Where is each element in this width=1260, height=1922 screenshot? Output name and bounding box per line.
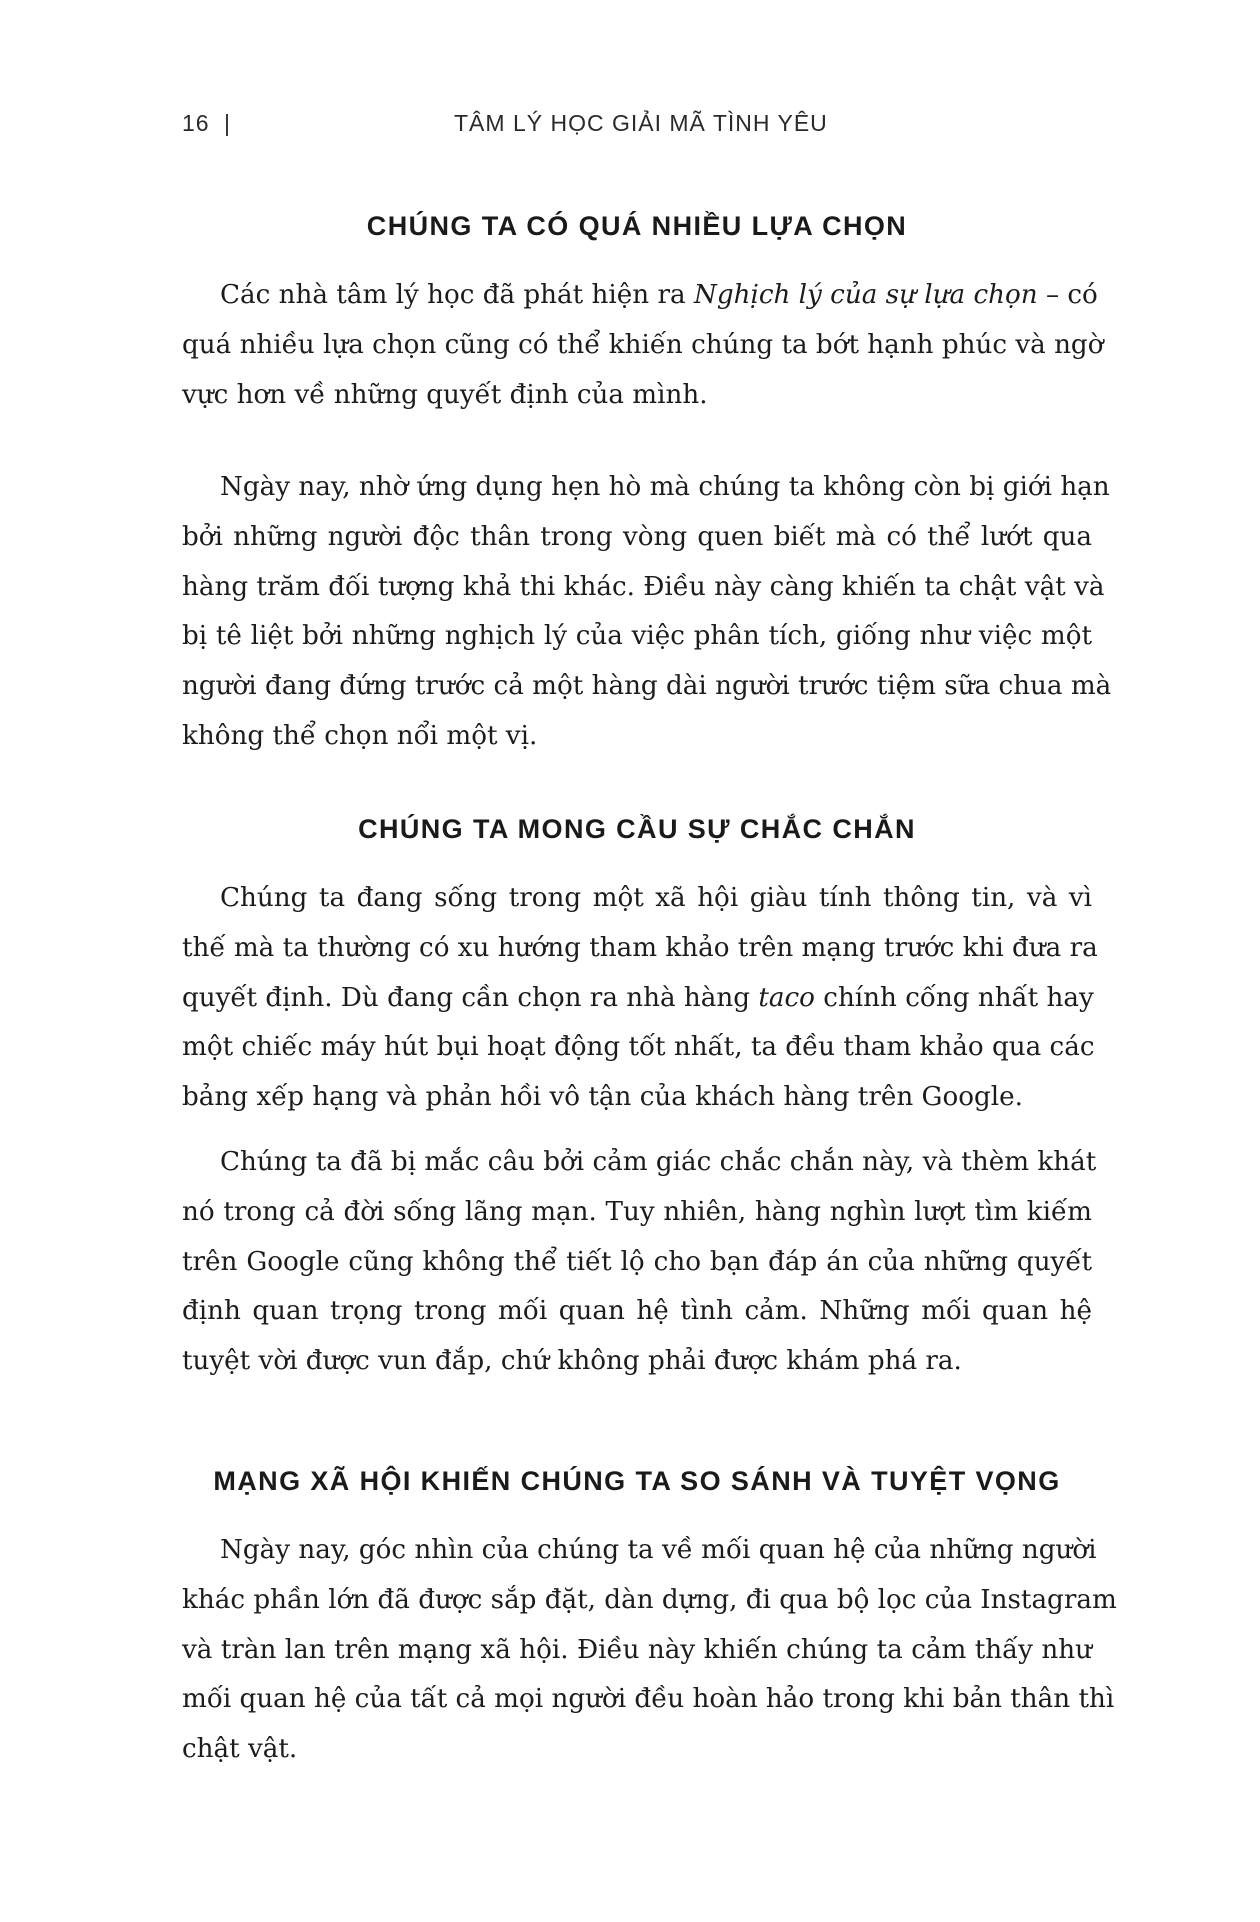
section-heading: CHÚNG TA CÓ QUÁ NHIỀU LỰA CHỌN: [366, 211, 908, 241]
text-run: nó trong cả đời sống lãng mạn. Tuy nhiên, hàng nghìn lượt tìm kiếm: [182, 1196, 1092, 1227]
text-run: bị tê liệt bởi những nghịch lý của việc phân tích, giống như việc một: [182, 621, 1092, 652]
text-line: [182, 974, 1092, 1024]
text-run: Chúng ta đang sống trong một xã hội giàu tính thông tin, và vì: [220, 883, 1092, 913]
text-line: [182, 463, 1110, 513]
text-line: [182, 1675, 1115, 1725]
section-seeking-certainty: [182, 808, 1098, 1377]
text-line: [182, 1188, 1092, 1238]
text-line: [182, 1073, 1092, 1123]
section-social-media-comparison: [182, 1460, 1117, 1765]
text-run: bảng xếp hạng và phản hồi vô tận của khách hàng trên Google.: [182, 1082, 1023, 1113]
text-run: chính cống nhất hay: [814, 982, 1094, 1013]
text-run: Ngày nay, góc nhìn của chúng ta về mối quan hệ của những người: [220, 1535, 1097, 1565]
text-run: tuyệt vời được vun đắp, chứ không phải được khám phá ra.: [182, 1346, 962, 1377]
section-too-many-choices: [182, 205, 1112, 751]
paragraph: [182, 1138, 1097, 1387]
text-run: Ngày nay, nhờ ứng dụng hẹn hò mà chúng ta không còn bị giới hạn: [220, 472, 1110, 502]
italic-term: taco: [758, 982, 815, 1013]
page-number: 16: [182, 110, 210, 136]
text-run: Chúng ta đã bị mắc câu bởi cảm giác chắc chắn này, và thèm khát: [220, 1147, 1097, 1177]
text-run: quyết định. Dù đang cần chọn ra nhà hàng: [182, 982, 759, 1013]
paragraph: [182, 271, 1104, 420]
text-line: [182, 321, 1104, 371]
text-run: vực hơn về những quyết định của mình.: [182, 379, 708, 410]
section-heading: CHÚNG TA MONG CẦU SỰ CHẮC CHẮN: [358, 814, 916, 844]
paragraph: [182, 874, 1098, 1123]
text-line: [182, 1238, 1092, 1288]
text-line: [182, 1023, 1095, 1073]
text-run: bởi những người độc thân trong vòng quen biết mà có thể lướt qua: [182, 521, 1092, 552]
text-line: [182, 1337, 1092, 1387]
text-line: [182, 1725, 1092, 1775]
text-run: không thể chọn nổi một vị.: [182, 720, 538, 751]
text-line: [182, 1626, 1092, 1676]
text-line: [182, 1287, 1092, 1337]
text-run: định quan trọng trong mối quan hệ tình cảm. Những mối quan hệ: [182, 1296, 1092, 1327]
text-line: [182, 662, 1112, 712]
text-run: hàng trăm đối tượng khả thi khác. Điều này càng khiến ta chật vật và: [182, 571, 1105, 602]
italic-term: Nghịch lý của sự lựa chọn: [693, 280, 1038, 310]
text-run: thế mà ta thường có xu hướng tham khảo trên mạng trước khi đưa ra: [182, 932, 1098, 963]
paragraph: [182, 1526, 1117, 1775]
text-run: – có: [1037, 280, 1098, 310]
paragraph: [182, 463, 1112, 762]
text-run: Các nhà tâm lý học đã phát hiện ra: [220, 280, 694, 310]
text-line: [182, 513, 1092, 563]
text-run: và tràn lan trên mạng xã hội. Điều này khiến chúng ta cảm thấy như: [182, 1634, 1092, 1665]
section-heading: MẠNG XÃ HỘI KHIẾN CHÚNG TA SO SÁNH VÀ TUYỆT VỌNG: [213, 1466, 1061, 1496]
text-line: [182, 612, 1092, 662]
book-title: TÂM LÝ HỌC GIẢI MÃ TÌNH YÊU: [454, 110, 828, 136]
text-line: [182, 1526, 1097, 1576]
text-line: [182, 563, 1105, 613]
text-run: một chiếc máy hút bụi hoạt động tốt nhất, ta đều tham khảo qua các: [182, 1032, 1095, 1063]
text-line: [182, 924, 1098, 974]
text-run: quá nhiều lựa chọn cũng có thể khiến chúng ta bớt hạnh phúc và ngờ: [182, 329, 1104, 360]
text-line: [182, 874, 1092, 924]
header-separator: |: [224, 110, 231, 136]
text-run: chật vật.: [182, 1734, 298, 1765]
text-line: [182, 1138, 1097, 1188]
text-run: mối quan hệ của tất cả mọi người đều hoàn hảo trong khi bản thân thì: [182, 1684, 1115, 1715]
text-run: trên Google cũng không thể tiết lộ cho bạn đáp án của những quyết: [182, 1246, 1092, 1277]
running-head: [182, 110, 1082, 150]
text-run: khác phần lớn đã được sắp đặt, dàn dựng, đi qua bộ lọc của Instagram: [182, 1584, 1117, 1615]
text-run: người đang đứng trước cả một hàng dài người trước tiệm sữa chua mà: [182, 671, 1112, 702]
text-line: [182, 271, 1098, 321]
text-line: [182, 371, 1092, 421]
text-line: [182, 1576, 1117, 1626]
text-line: [182, 712, 1092, 762]
